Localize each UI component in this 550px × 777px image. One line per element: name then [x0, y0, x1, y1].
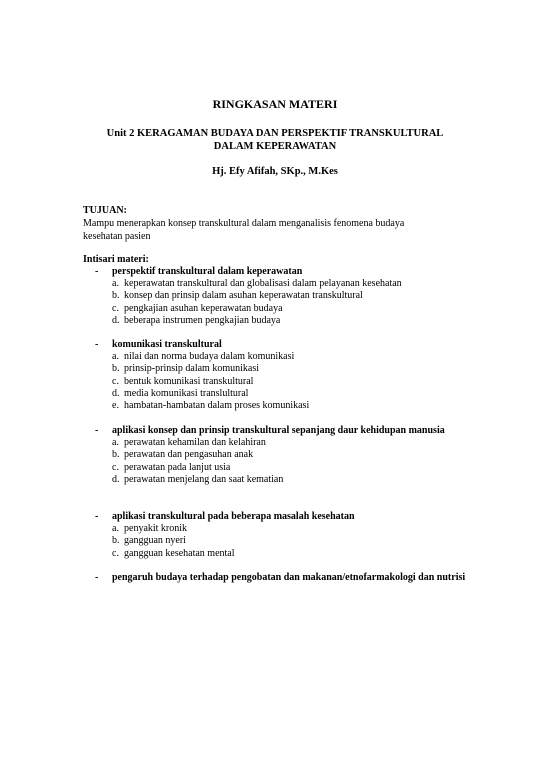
- tujuan-text-line-2: kesehatan pasien: [83, 231, 151, 242]
- section-header: [95, 266, 495, 278]
- intisari-label: Intisari materi:: [83, 254, 149, 265]
- item-text: keperawatan transkultural dan globalisasi dalam pelayanan kesehatan: [124, 278, 402, 290]
- document-title: RINGKASAN MATERI: [212, 97, 338, 111]
- author-name: Hj. Efy Afifah, SKp., M.Kes: [212, 166, 338, 177]
- item-text: pengkajian asuhan keperawatan budaya: [124, 302, 283, 314]
- unit-heading-line-2: DALAM KEPERAWATAN: [213, 141, 337, 152]
- list-item: [95, 523, 495, 535]
- dash-bullet: -: [95, 425, 99, 436]
- item-letter: c.: [112, 302, 119, 314]
- item-text: gangguan nyeri: [124, 535, 186, 547]
- item-letter: d.: [112, 473, 120, 485]
- item-text: prinsip-prinsip dalam komunikasi: [124, 363, 259, 375]
- item-text: penyakit kronik: [124, 523, 188, 535]
- list-item: [95, 315, 495, 327]
- list-item: [95, 535, 495, 547]
- section-items: [95, 523, 495, 560]
- item-letter: c.: [112, 461, 119, 473]
- item-text: beberapa instrumen pengkajian budaya: [124, 314, 281, 326]
- item-text: hambatan-hambatan dalam proses komunikasi: [124, 400, 310, 412]
- dash-bullet: -: [95, 572, 99, 583]
- section-title: aplikasi transkultural pada beberapa masalah kesehatan: [112, 511, 355, 522]
- item-letter: a.: [112, 523, 119, 535]
- list-item: [95, 376, 495, 388]
- list-item: [95, 449, 495, 461]
- section-komunikasi: [95, 339, 495, 412]
- tujuan-text-line-1: Mampu menerapkan konsep transkultural dalam menganalisis fenomena budaya: [83, 218, 405, 229]
- section-header: [95, 425, 495, 437]
- item-letter: a.: [112, 278, 119, 290]
- item-letter: a.: [112, 351, 119, 363]
- intisari-block: [83, 253, 483, 266]
- list-item: [95, 278, 495, 290]
- section-pengaruh-budaya: [95, 572, 495, 584]
- section-header: [95, 511, 495, 523]
- item-text: bentuk komunikasi transkultural: [124, 375, 254, 387]
- section-perspektif: [95, 266, 495, 327]
- item-letter: c.: [112, 547, 119, 559]
- item-text: perawatan kehamilan dan kelahiran: [124, 437, 266, 449]
- dash-bullet: -: [95, 339, 99, 350]
- item-letter: b.: [112, 290, 120, 302]
- section-title: pengaruh budaya terhadap pengobatan dan makanan/etnofarmakologi dan nutrisi: [112, 572, 466, 583]
- item-text: media komunikasi translultural: [124, 387, 249, 399]
- item-text: nilai dan norma budaya dalam komunikasi: [124, 351, 295, 363]
- section-aplikasi-daur-kehidupan: [95, 425, 495, 486]
- item-text: perawatan dan pengasuhan anak: [124, 449, 254, 461]
- list-item: [95, 437, 495, 449]
- item-text: gangguan kesehatan mental: [124, 547, 235, 559]
- section-title: perspektif transkultural dalam keperawatan: [112, 266, 303, 277]
- list-item: [95, 290, 495, 302]
- item-text: konsep dan prinsip dalam asuhan keperawatan transkultural: [124, 290, 363, 302]
- item-letter: c.: [112, 375, 119, 387]
- item-letter: b.: [112, 535, 120, 547]
- section-items: [95, 437, 495, 486]
- list-item: [95, 363, 495, 375]
- item-letter: e.: [112, 400, 119, 412]
- item-letter: a.: [112, 437, 119, 449]
- unit-heading: [0, 127, 550, 153]
- section-header: [95, 339, 495, 351]
- section-aplikasi-masalah-kesehatan: [95, 511, 495, 560]
- item-letter: d.: [112, 387, 120, 399]
- tujuan-label: TUJUAN:: [83, 205, 127, 216]
- item-text: perawatan menjelang dan saat kematian: [124, 473, 284, 485]
- section-header: [95, 572, 495, 584]
- list-item: [95, 548, 495, 560]
- list-item: [95, 400, 495, 412]
- item-text: perawatan pada lanjut usia: [124, 461, 231, 473]
- list-item: [95, 351, 495, 363]
- item-letter: d.: [112, 314, 120, 326]
- unit-heading-line-1: Unit 2 KERAGAMAN BUDAYA DAN PERSPEKTIF TRANSKULTURAL: [106, 128, 444, 139]
- section-title: aplikasi konsep dan prinsip transkultural sepanjang daur kehidupan manusia: [112, 425, 445, 436]
- tujuan-block: [83, 204, 483, 243]
- section-title: komunikasi transkultural: [112, 339, 222, 350]
- section-items: [95, 351, 495, 412]
- section-items: [95, 278, 495, 327]
- list-item: [95, 303, 495, 315]
- list-item: [95, 388, 495, 400]
- dash-bullet: -: [95, 266, 99, 277]
- list-item: [95, 462, 495, 474]
- item-letter: b.: [112, 449, 120, 461]
- item-letter: b.: [112, 363, 120, 375]
- dash-bullet: -: [95, 511, 99, 522]
- list-item: [95, 474, 495, 486]
